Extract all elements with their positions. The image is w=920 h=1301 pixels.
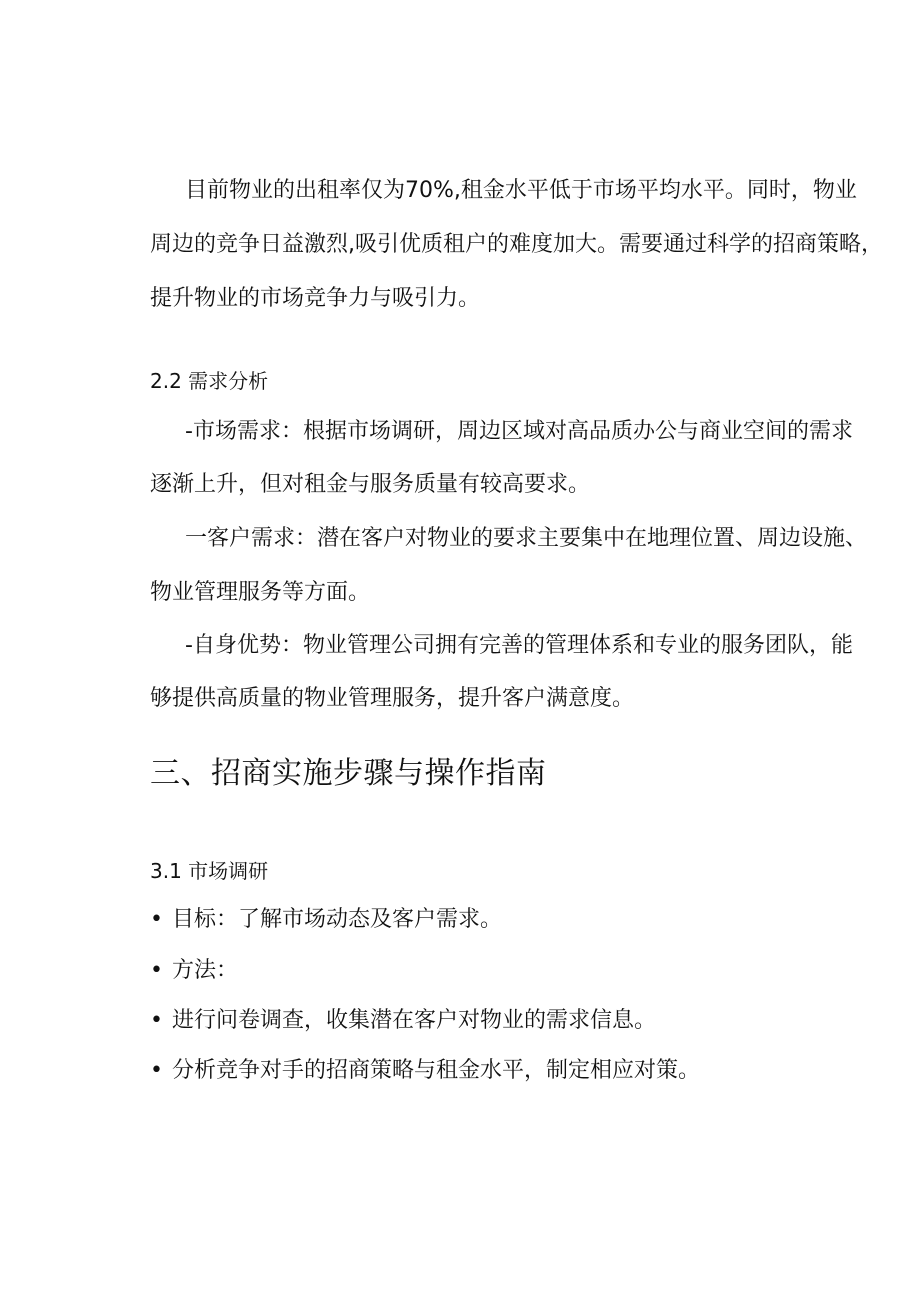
list-item: [150, 905, 820, 935]
section-3-1-heading: 3.1 市场调研: [150, 859, 269, 883]
bullet-text: 目标：了解市场动态及客户需求。: [172, 907, 503, 932]
bullet-text: 进行问卷调查，收集潜在客户对物业的需求信息。: [172, 1008, 657, 1033]
list-item: [150, 1056, 820, 1086]
section-2-2-heading: 2.2 需求分析: [150, 369, 269, 393]
needs-item-customer-line-1: 一客户需求：潜在客户对物业的要求主要集中在地理位置、周边设施、: [185, 526, 868, 551]
bullet-text: 方法：: [172, 958, 239, 983]
bullet-dot: •: [150, 907, 163, 932]
needs-item-advantage-line-2: 够提供高质量的物业管理服务，提升客户满意度。: [150, 686, 635, 711]
list-item: [150, 956, 820, 986]
intro-line-3: 提升物业的市场竞争力与吸引力。: [150, 286, 481, 311]
bullet-text: 分析竞争对手的招商策略与租金水平，制定相应对策。: [172, 1058, 701, 1083]
bullet-dot: •: [150, 958, 163, 983]
intro-line-1: 目前物业的出租率仅为70%,租金水平低于市场平均水平。同时，物业: [185, 178, 857, 203]
bullet-dot: •: [150, 1058, 163, 1083]
needs-item-market-line-2: 逐渐上升，但对租金与服务质量有较高要求。: [150, 472, 591, 497]
list-item: [150, 1006, 820, 1036]
intro-line-2: 周边的竞争日益激烈,吸引优质租户的难度加大。需要通过科学的招商策略，: [150, 232, 883, 257]
bullet-dot: •: [150, 1008, 163, 1033]
section-3-heading: 三、招商实施步骤与操作指南: [150, 756, 547, 791]
needs-item-market-line-1: -市场需求：根据市场调研，周边区域对高品质办公与商业空间的需求: [185, 419, 853, 444]
needs-item-customer-line-2: 物业管理服务等方面。: [150, 580, 371, 605]
needs-item-advantage-line-1: -自身优势：物业管理公司拥有完善的管理体系和专业的服务团队，能: [185, 633, 853, 658]
